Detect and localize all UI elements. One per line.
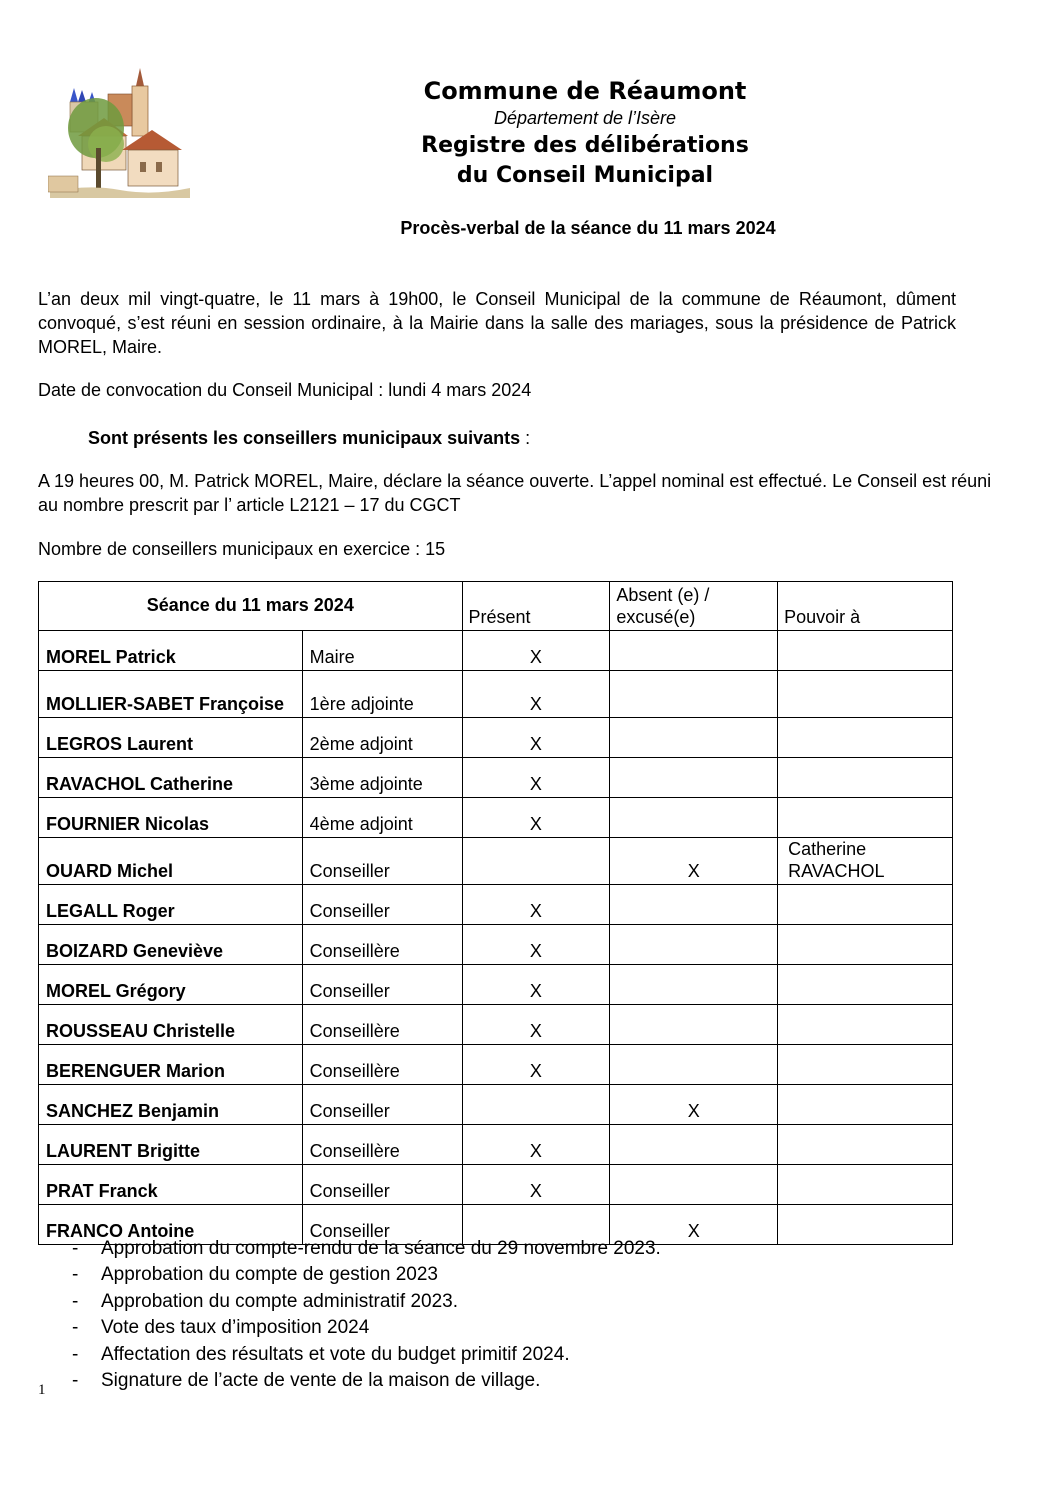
present-mark: X	[462, 718, 610, 758]
present-mark: X	[462, 1045, 610, 1085]
member-role: Conseiller	[302, 1165, 462, 1205]
member-role: Conseillère	[302, 1005, 462, 1045]
agenda-item-text: Signature de l’acte de vente de la maison de village.	[101, 1369, 541, 1391]
absent-mark: X	[610, 1085, 778, 1125]
presents-heading-text: Sont présents les conseillers municipaux suivants	[88, 428, 521, 448]
present-mark: X	[462, 1165, 610, 1205]
proces-verbal-heading: Procès-verbal de la séance du 11 mars 2024	[400, 218, 776, 238]
absent-mark	[610, 1005, 778, 1045]
agenda-item-text: Approbation du compte-rendu de la séance du 29 novembre 2023.	[101, 1238, 661, 1259]
member-name: LEGROS Laurent	[39, 718, 303, 758]
village-watercolor-logo	[48, 66, 192, 206]
nombre-conseillers: Nombre de conseillers municipaux en exercice : 15	[38, 539, 446, 559]
table-row	[39, 965, 953, 1005]
agenda-item-text: Affectation des résultats et vote du budget primitif 2024.	[101, 1343, 570, 1365]
pouvoir-to	[778, 631, 953, 671]
pouvoir-to	[778, 1005, 953, 1045]
header-absent-line2: excusé(e)	[616, 607, 696, 627]
member-name: FRANCO Antoine	[39, 1205, 303, 1245]
member-role: 1ère adjointe	[302, 671, 462, 718]
table-row	[39, 758, 953, 798]
pouvoir-to	[778, 671, 953, 718]
pouvoir-to	[778, 1165, 953, 1205]
table-row	[39, 671, 953, 718]
member-role: Conseiller	[302, 838, 462, 885]
member-role: Conseillère	[302, 1125, 462, 1165]
agenda-bullet: -	[72, 1238, 79, 1259]
agenda-bullet: -	[72, 1264, 79, 1286]
absent-mark	[610, 758, 778, 798]
table-row	[39, 838, 953, 885]
table-row	[39, 1085, 953, 1125]
commune-title: Commune de Réaumont	[423, 77, 747, 105]
member-name: MOLLIER-SABET Françoise	[39, 671, 303, 718]
absent-mark: X	[610, 838, 778, 885]
pouvoir-to	[778, 885, 953, 925]
pouvoir-to	[778, 798, 953, 838]
member-role: Conseiller	[302, 965, 462, 1005]
agenda-bullet: -	[72, 1369, 79, 1391]
header-seance: Séance du 11 mars 2024	[39, 582, 463, 631]
pouvoir-to	[778, 1085, 953, 1125]
agenda-item-text: Approbation du compte administratif 2023.	[101, 1290, 458, 1312]
agenda-bullet: -	[72, 1290, 79, 1312]
convocation-date: Date de convocation du Conseil Municipal : lundi 4 mars 2024	[38, 380, 532, 400]
pouvoir-to	[778, 925, 953, 965]
intro-paragraph: L’an deux mil vingt-quatre, le 11 mars à 19h00, le Conseil Municipal de la commune de Réaumont, dûment convoqué, s’est réuni en session ordinaire, à la Mairie dans la salle des mariages, sous la présidence de Patrick MOREL, Maire.	[38, 289, 956, 357]
agenda-bullet: -	[72, 1317, 79, 1339]
present-mark: X	[462, 1005, 610, 1045]
absent-mark: X	[610, 1205, 778, 1245]
absent-mark	[610, 671, 778, 718]
absent-mark	[610, 798, 778, 838]
presents-heading-colon: :	[520, 428, 531, 448]
member-role: Conseiller	[302, 885, 462, 925]
agenda-list	[62, 1236, 661, 1394]
member-name: ROUSSEAU Christelle	[39, 1005, 303, 1045]
member-role: Maire	[302, 631, 462, 671]
pouvoir-to	[778, 965, 953, 1005]
present-mark: X	[462, 798, 610, 838]
member-name: PRAT Franck	[39, 1165, 303, 1205]
departement-subtitle: Département de l’Isère	[493, 108, 677, 128]
agenda-item	[62, 1342, 661, 1368]
present-mark: X	[462, 885, 610, 925]
agenda-bullet: -	[72, 1343, 79, 1365]
member-role: 4ème adjoint	[302, 798, 462, 838]
member-role: 3ème adjointe	[302, 758, 462, 798]
table-header-row	[39, 582, 953, 631]
member-name: SANCHEZ Benjamin	[39, 1085, 303, 1125]
absent-mark	[610, 885, 778, 925]
absent-mark	[610, 1045, 778, 1085]
pouvoir-to: Catherine RAVACHOL	[778, 838, 953, 885]
table-row	[39, 798, 953, 838]
agenda-item	[62, 1315, 661, 1341]
pouvoir-to	[778, 1045, 953, 1085]
pouvoir-to	[778, 758, 953, 798]
member-role: Conseillère	[302, 925, 462, 965]
present-mark: X	[462, 925, 610, 965]
member-name: RAVACHOL Catherine	[39, 758, 303, 798]
present-mark	[462, 838, 610, 885]
table-row	[39, 925, 953, 965]
header-present: Présent	[462, 582, 610, 631]
pouvoir-to	[778, 718, 953, 758]
agenda-item-text: Vote des taux d’imposition 2024	[101, 1317, 370, 1339]
absent-mark	[610, 1125, 778, 1165]
member-name: MOREL Patrick	[39, 631, 303, 671]
table-row	[39, 631, 953, 671]
table-row	[39, 885, 953, 925]
absent-mark	[610, 925, 778, 965]
member-name: LEGALL Roger	[39, 885, 303, 925]
member-role: Conseiller	[302, 1085, 462, 1125]
agenda-item-text: Approbation du compte de gestion 2023	[101, 1264, 438, 1286]
header-absent-line1: Absent (e) /	[616, 585, 710, 605]
attendance-table	[38, 581, 953, 1245]
table-row	[39, 1125, 953, 1165]
page-number: 1	[38, 1382, 46, 1398]
member-role: Conseiller	[302, 1205, 462, 1245]
member-name: FOURNIER Nicolas	[39, 798, 303, 838]
present-mark: X	[462, 965, 610, 1005]
header-absent	[610, 582, 778, 631]
member-role: Conseillère	[302, 1045, 462, 1085]
header-pouvoir: Pouvoir à	[778, 582, 953, 631]
table-row	[39, 1005, 953, 1045]
ouverture-paragraph: A 19 heures 00, M. Patrick MOREL, Maire, déclare la séance ouverte. L’appel nominal est effectué. Le Conseil est réuni au nombre prescrit par l’ article L2121 – 17 du CGCT	[38, 471, 992, 515]
absent-mark	[610, 1165, 778, 1205]
member-name: BERENGUER Marion	[39, 1045, 303, 1085]
member-name: OUARD Michel	[39, 838, 303, 885]
agenda-item	[62, 1368, 661, 1394]
registre-title-line2: du Conseil Municipal	[456, 163, 714, 188]
table-row	[39, 1045, 953, 1085]
present-mark: X	[462, 671, 610, 718]
registre-title	[330, 131, 840, 191]
absent-mark	[610, 965, 778, 1005]
agenda-item	[62, 1289, 661, 1315]
table-row	[39, 1165, 953, 1205]
absent-mark	[610, 718, 778, 758]
table-row	[39, 718, 953, 758]
agenda-item	[62, 1262, 661, 1288]
pouvoir-to	[778, 1205, 953, 1245]
agenda-item	[62, 1236, 661, 1262]
presents-heading	[88, 426, 948, 450]
present-mark: X	[462, 758, 610, 798]
member-name: BOIZARD Geneviève	[39, 925, 303, 965]
present-mark: X	[462, 1125, 610, 1165]
present-mark: X	[462, 631, 610, 671]
absent-mark	[610, 631, 778, 671]
present-mark	[462, 1085, 610, 1125]
member-role: 2ème adjoint	[302, 718, 462, 758]
registre-title-line1: Registre des délibérations	[421, 133, 749, 158]
pouvoir-to	[778, 1125, 953, 1165]
member-name: MOREL Grégory	[39, 965, 303, 1005]
member-name: LAURENT Brigitte	[39, 1125, 303, 1165]
